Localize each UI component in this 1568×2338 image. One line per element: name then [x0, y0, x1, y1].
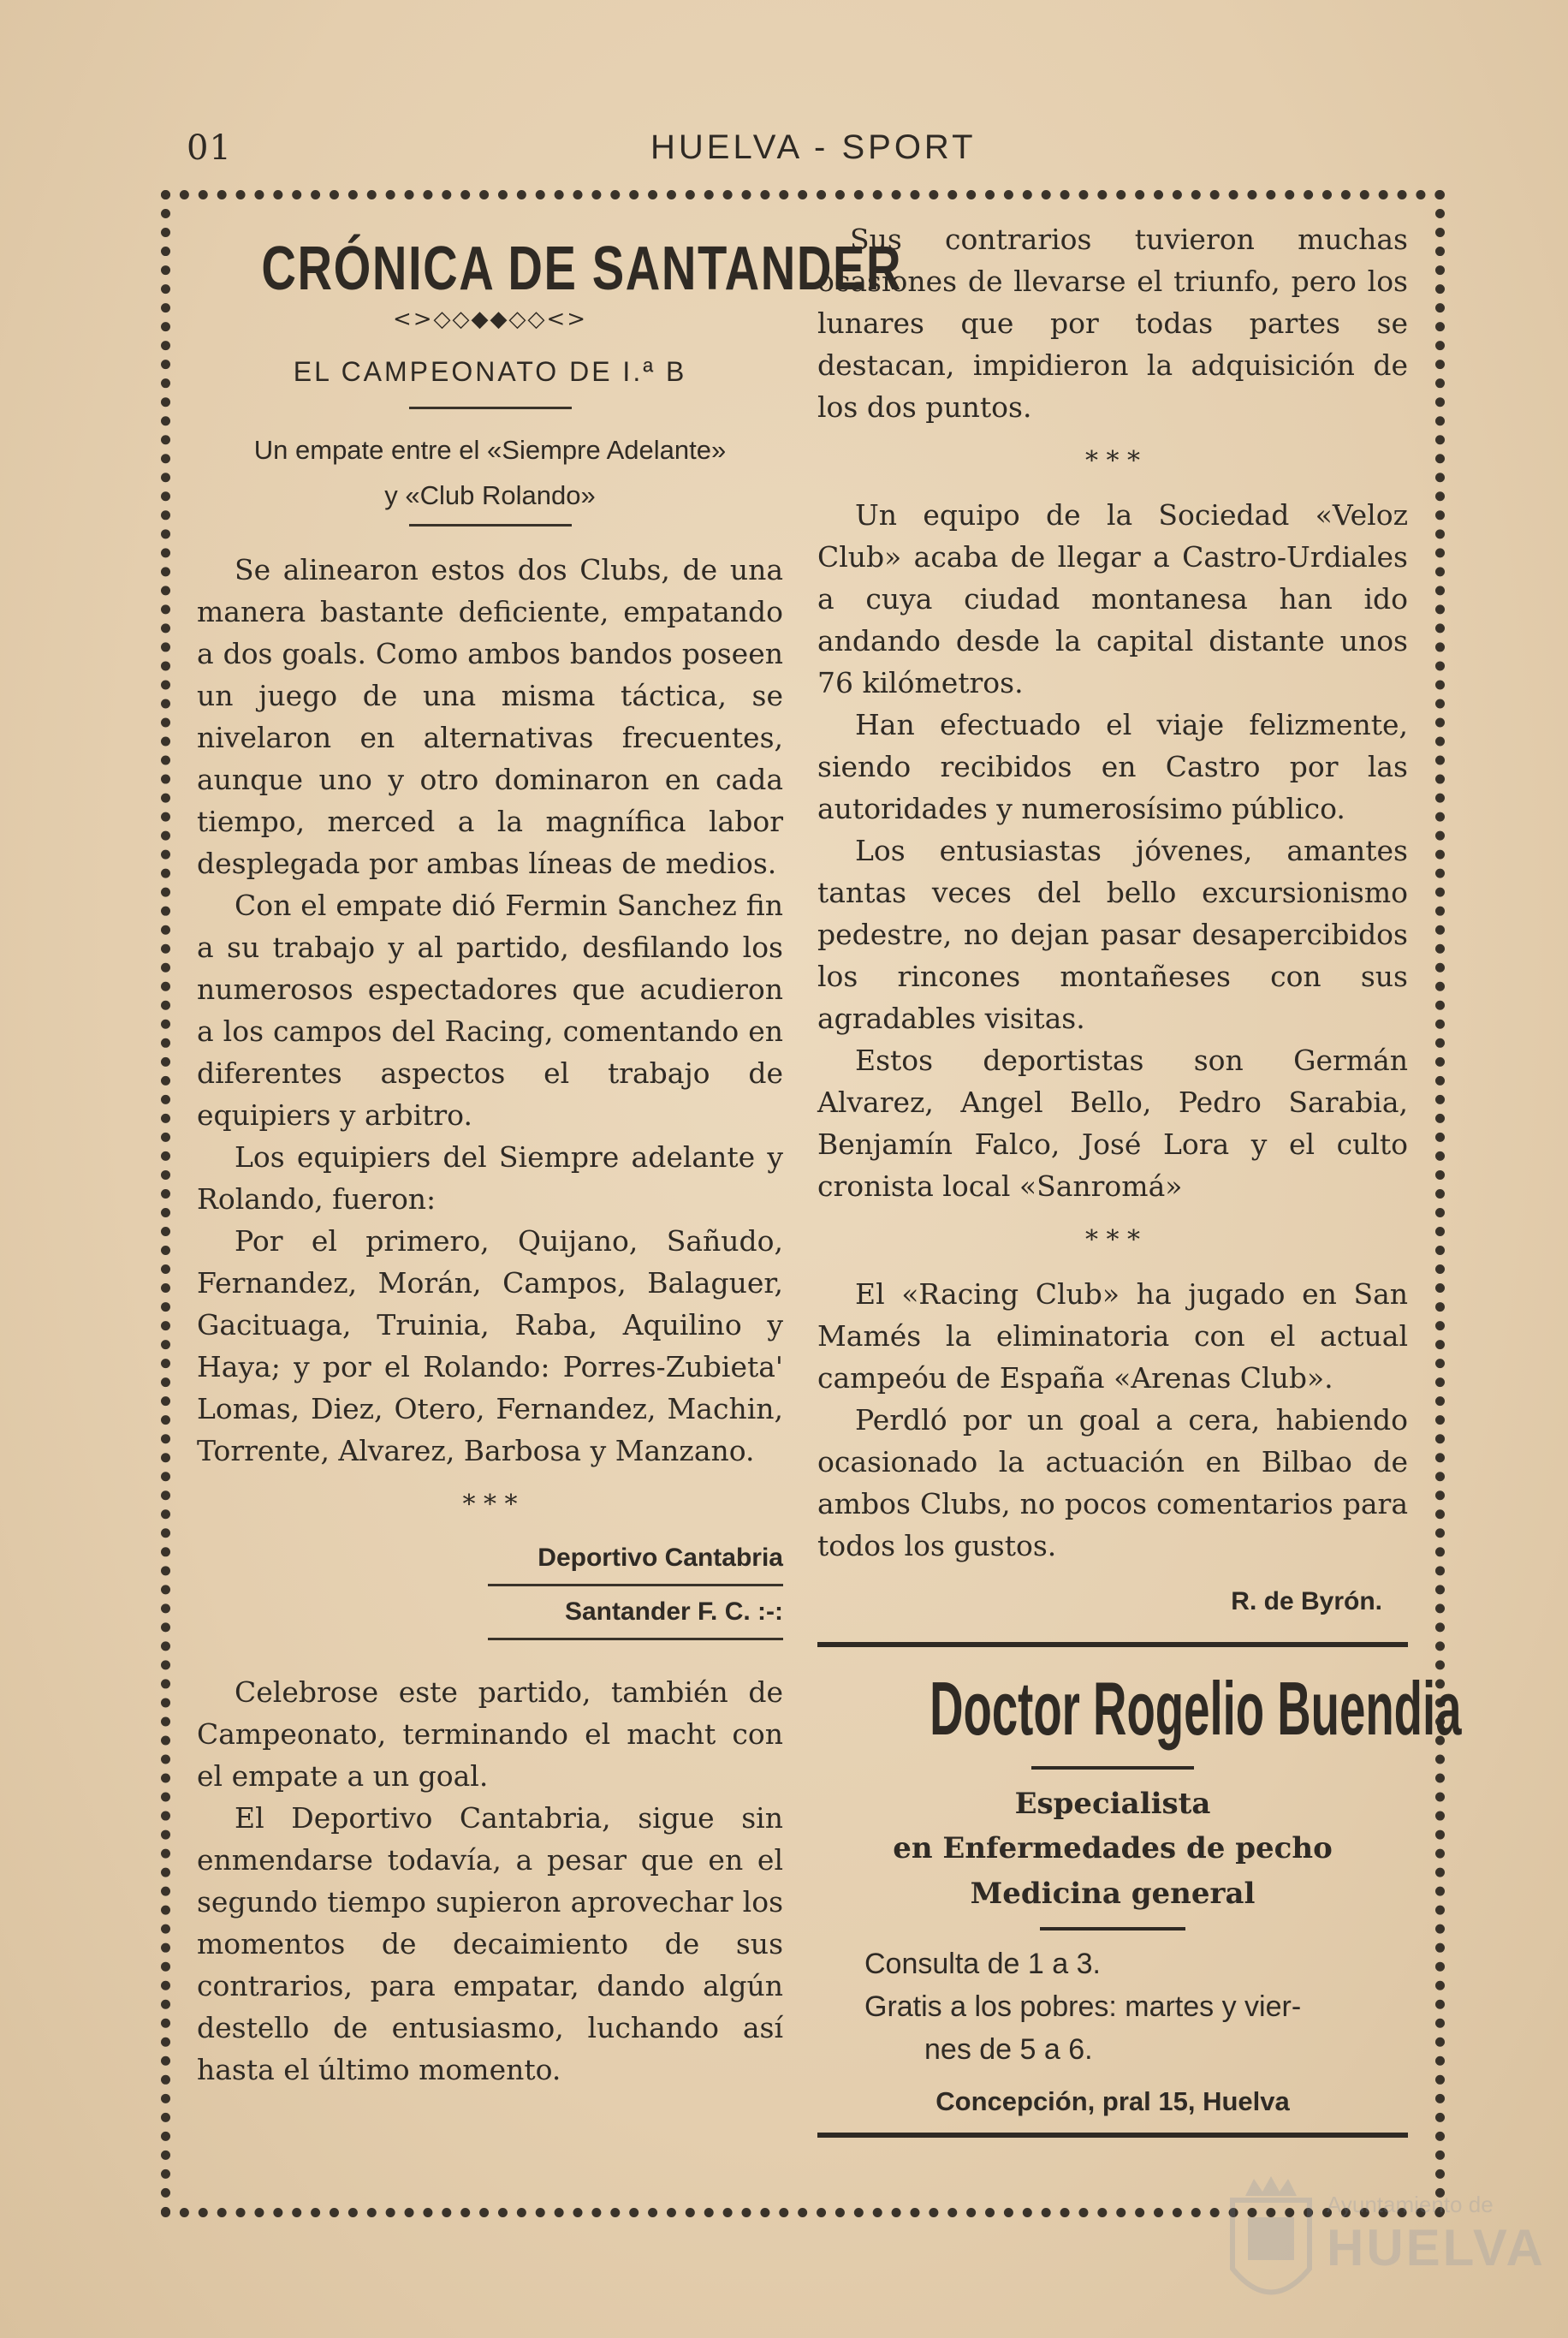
paragraph: El Deportivo Cantabria, sigue sin enmendarse todavía, a pesar que en el segundo tiempo supieron aprovechar los momentos de decaimiento de sus contrarios, para empatar, dando algún destello de entusiasmo, luchando así hasta el último momento.: [197, 1800, 783, 2086]
divider: [1031, 1766, 1194, 1770]
ad-hours: Consulta de 1 a 3.: [864, 1947, 1101, 1980]
right-column: [817, 218, 1462, 2138]
doctor-advertisement: [817, 1666, 1462, 2117]
paragraph: Los entusiastas jóvenes, amantes tantas veces del bello excursionismo pedestre, no dejan pasar desapercibidos los rincones montañeses con sus agradables visitas.: [817, 834, 1408, 1035]
crest-icon: [1224, 2174, 1318, 2320]
divider: [1040, 1927, 1185, 1930]
ad-specialty-detail: en Enfermedades de pecho: [893, 1831, 1333, 1866]
ornament: <>◇◇◆◆◇◇<>: [392, 306, 588, 333]
page-header: [0, 128, 1568, 180]
watermark-line-2: HUELVA: [1327, 2219, 1546, 2276]
paragraph: Los equipiers del Siempre adelante y Rolando, fueron:: [197, 1139, 783, 1216]
asterism: * * *: [1084, 1225, 1141, 1255]
section-heading: EL CAMPEONATO DE I.ª B: [293, 356, 687, 388]
asterism: * * *: [1084, 446, 1141, 476]
paragraph: El «Racing Club» ha jugado en San Mamés la eliminatoria con el actual campeóu de España «Arenas Club».: [817, 1277, 1408, 1395]
paragraph: Perdló por un goal a cera, habiendo ocasionado la actuación en Bilbao de ambos Clubs, no pocos comentarios para todos los gustos.: [817, 1403, 1408, 1562]
ad-doctor-name: Doctor Rogelio Buendia: [930, 1666, 1462, 1751]
ad-free-2: nes de 5 a 6.: [924, 2032, 1093, 2066]
divider: [409, 524, 572, 526]
divider: [488, 1638, 783, 1640]
paragraph: Un equipo de la Sociedad «Veloz Club» acaba de llegar a Castro-Urdiales a cuya ciudad montanesa han ido andando desde la capital distante unos 76 kilómetros.: [817, 498, 1408, 699]
ad-free-1: Gratis a los pobres: martes y vier-: [864, 1990, 1302, 2023]
ad-address: Concepción, pral 15, Huelva: [935, 2085, 1290, 2116]
signature: R. de Byrón.: [1231, 1587, 1382, 1615]
ad-specialty: Especialista: [1014, 1786, 1211, 1821]
paragraph: Con el empate dió Fermin Sanchez fin a su trabajo y al partido, desfilando los numerosos espectadores que acudieron a los campos del Racing, comentando en diferentes aspectos el trabajo de equipiers y arbitro.: [197, 888, 783, 1132]
left-column: [197, 218, 903, 2091]
match-heading-1: Deportivo Cantabria: [538, 1543, 783, 1572]
archive-watermark: [1224, 2174, 1546, 2320]
paragraph: Sus contrarios tuvieron muchas ocasiones de llevarse el triunfo, pero los lunares que por todas partes se destacan, impidieron la adquisición de los dos puntos.: [817, 223, 1408, 424]
watermark-line-1: Ayuntamiento de: [1327, 2192, 1494, 2217]
paragraph: Estos deportistas son Germán Alvarez, Angel Bello, Pedro Sarabia, Benjamín Falco, José Lora y el culto cronista local «Sanromá»: [817, 1044, 1408, 1203]
paragraph: Celebrose este partido, también de Campeonato, terminando el macht con el empate a un goal.: [197, 1675, 783, 1793]
article-title: CRÓNICA DE SANTANDER: [261, 235, 903, 303]
asterism: * * *: [462, 1489, 518, 1520]
divider: [488, 1584, 783, 1586]
subheading-1: Un empate entre el «Siempre Adelante»: [253, 435, 727, 466]
paragraph: Se alinearon estos dos Clubs, de una manera bastante deficiente, empatando a dos goals. Como ambos bandos poseen un juego de una misma táctica, se nivelaron en alternativas frecuentes, aunque uno y otro dominaron en cada tiempo, merced a la magnífica labor desplegada por ambas líneas de medios.: [197, 552, 783, 880]
match-heading-2: Santander F. C. :-:: [564, 1597, 783, 1626]
paragraph: Han efectuado el viaje felizmente, siendo recibidos en Castro por las autoridades y numerosísimo público.: [817, 708, 1408, 825]
ad-top-rule: [817, 1642, 1408, 1647]
page-number: 01: [187, 128, 232, 168]
paragraph: Por el primero, Quijano, Sañudo, Fernandez, Morán, Campos, Balaguer, Gacituaga, Truinia, Raba, Aquilino y Haya; y por el Rolando: Porres-Zubieta' Lomas, Diez, Otero, Fernandez, Machin, Torrente, Alvarez, Barbosa y Manzano.: [197, 1223, 783, 1467]
subheading-2: y «Club Rolando»: [384, 479, 596, 510]
journal-title: HUELVA - SPORT: [650, 128, 977, 166]
ad-general: Medicina general: [970, 1877, 1256, 1912]
divider: [409, 407, 572, 409]
ad-bottom-rule: [817, 2133, 1408, 2138]
